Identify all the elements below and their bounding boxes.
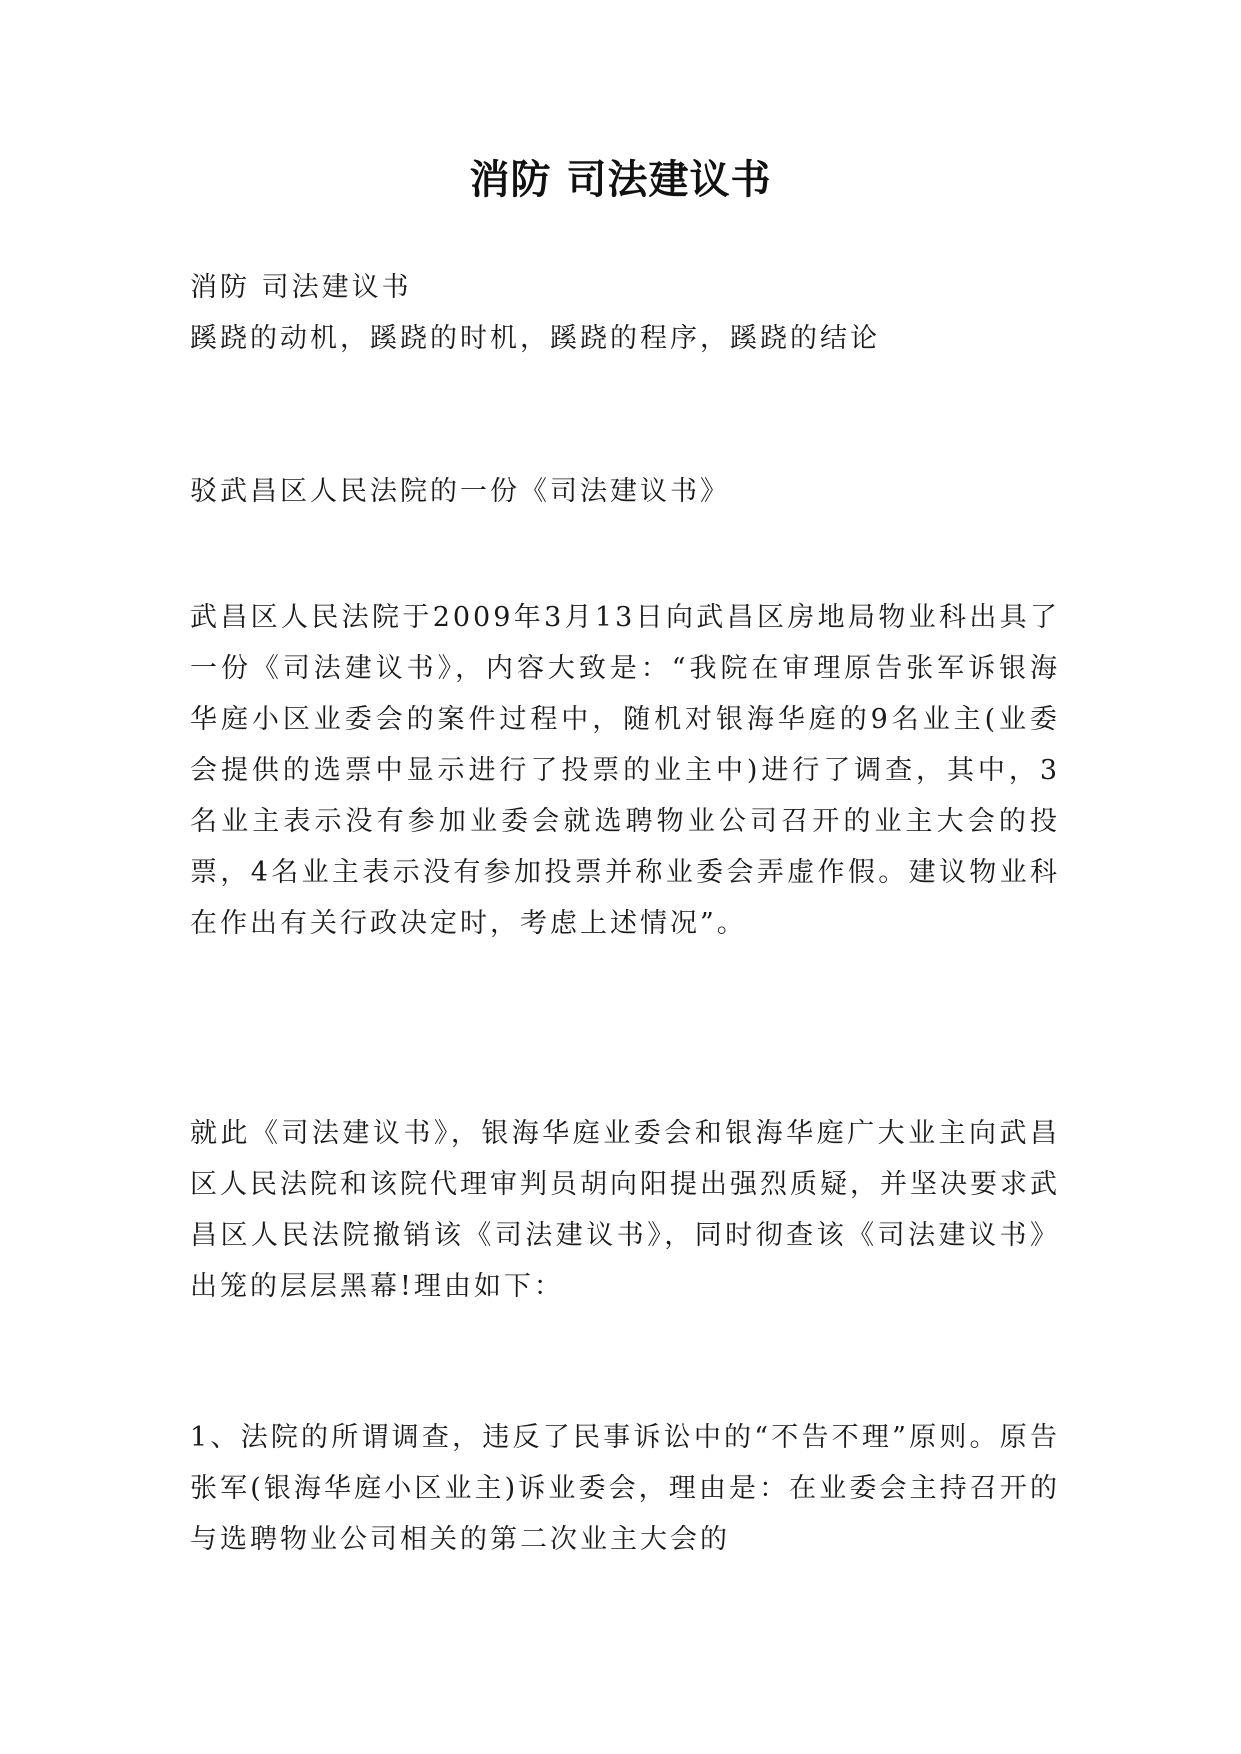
heading-block (190, 466, 1060, 517)
document-title: 消防 司法建议书 (469, 157, 772, 203)
paragraph-3-text: 1、法院的所谓调查，违反了民事诉讼中的“不告不理”原则。原告张军(银海华庭小区业主)诉业委会，理由是：在业委会主持召开的与选聘物业公司相关的第二次业主大会的 (190, 1422, 1060, 1555)
paragraph-2 (190, 1108, 1060, 1312)
subtitle-line: 消防 司法建议书 (190, 272, 412, 303)
subtitle-block (190, 262, 1060, 364)
tagline-line: 蹊跷的动机，蹊跷的时机，蹊跷的程序，蹊跷的结论 (190, 323, 880, 354)
paragraph-2-text: 就此《司法建议书》，银海华庭业委会和银海华庭广大业主向武昌区人民法院和该院代理审判员胡向阳提出强烈质疑，并坚决要求武昌区人民法院撤销该《司法建议书》，同时彻查该《司法建议书》出笼的层层黑幕!理由如下： (190, 1118, 1060, 1302)
paragraph-1 (190, 592, 1060, 949)
paragraph-3 (190, 1412, 1060, 1565)
paragraph-1-text: 武昌区人民法院于2009年3月13日向武昌区房地局物业科出具了一份《司法建议书》，内容大致是：“我院在审理原告张军诉银海华庭小区业委会的案件过程中，随机对银海华庭的9名业主(业委会提供的选票中显示进行了投票的业主中)进行了调查，其中，3名业主表示没有参加业委会就选聘物业公司召开的业主大会的投票，4名业主表示没有参加投票并称业委会弄虚作假。建议物业科在作出有关行政决定时，考虑上述情况”。 (190, 602, 1060, 939)
section-heading: 驳武昌区人民法院的一份《司法建议书》 (190, 476, 730, 507)
